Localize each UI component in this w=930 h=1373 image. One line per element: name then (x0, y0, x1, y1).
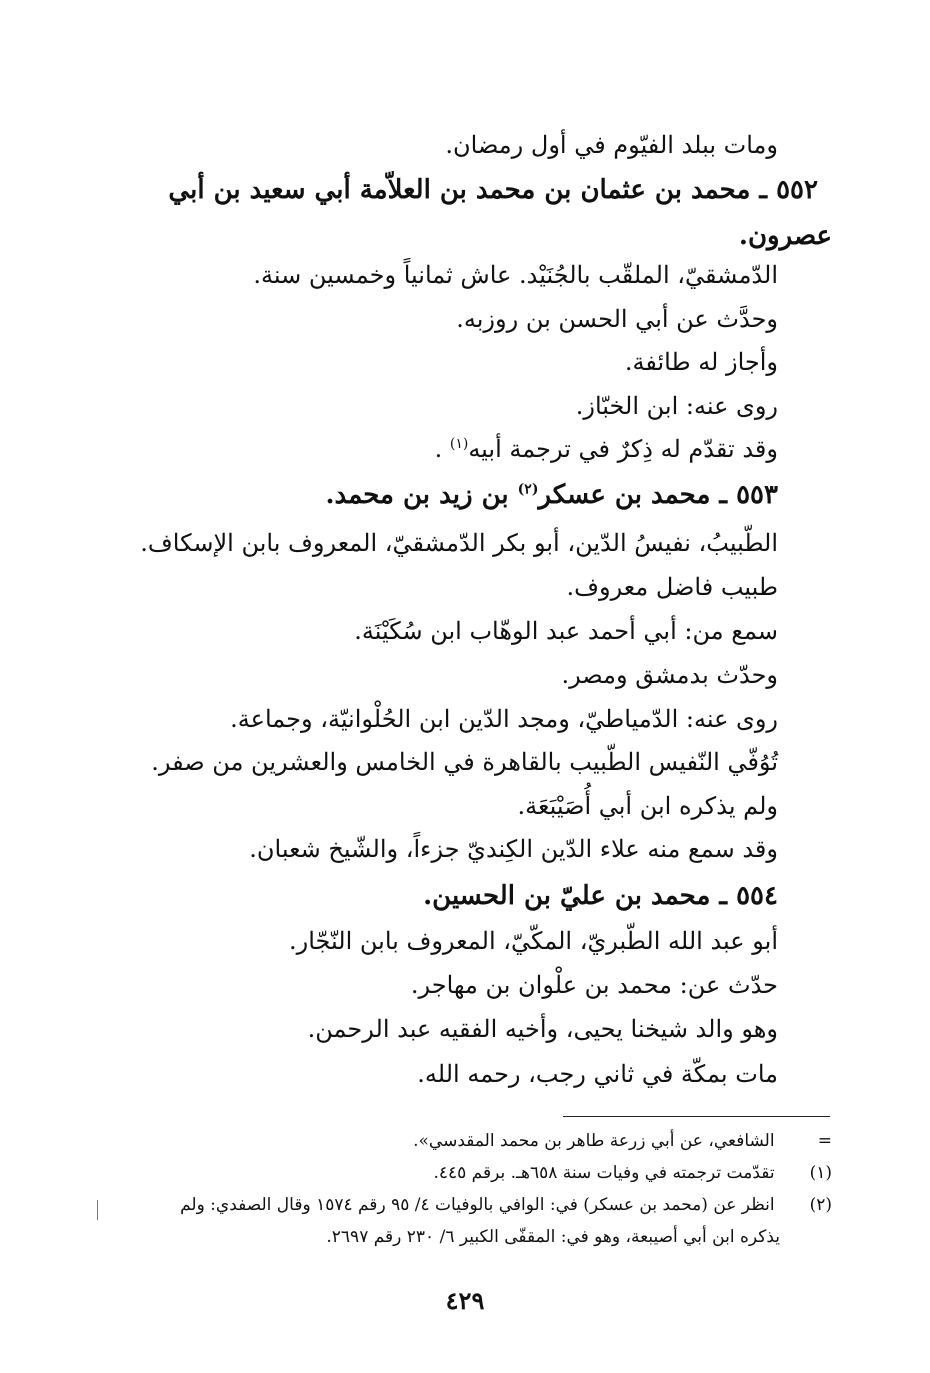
text-line: سمع من: أبي أحمد عبد الوهّاب ابن سُكَيْنَة. (354, 617, 778, 645)
text-line: ولم يذكره ابن أبي أُصَيْبَعَة. (517, 792, 778, 820)
footnote-2 (180, 1192, 832, 1218)
text-line: وقد سمع منه علاء الدّين الكِنديّ جزءاً، والشّيخ شعبان. (249, 835, 778, 863)
heading-text: بن زيد بن محمد. (325, 480, 509, 510)
footnote-marker: (٢) (809, 1195, 832, 1215)
text-line: وهو والد شيخنا يحيى، وأخيه الفقيه عبد الرحمن. (307, 1015, 778, 1043)
line-text: . (434, 435, 443, 463)
footnote-text: انظر عن (محمد بن عسكر) في: الوافي بالوفيات ٤/ ٩٥ رقم ١٥٧٤ وقال الصفدي: ولم (180, 1195, 775, 1215)
heading-text: ٥٥٣ ـ محمد بن عسكر (538, 480, 778, 510)
text-line: مات بمكّة في ثاني رجب، رحمه الله. (417, 1060, 778, 1088)
text-line: طبيب فاضل معروف. (566, 573, 778, 601)
text-line: الطّبيبُ، نفيسُ الدّين، أبو بكر الدّمشقيّ، المعروف بابن الإسكاف. (140, 529, 778, 557)
text-line: حدّث عن: محمد بن علْوان بن مهاجر. (410, 971, 778, 999)
entry-554-heading: ٥٥٤ ـ محمد بن عليّ بن الحسين. (423, 881, 778, 911)
line-text: وقد تقدّم له ذِكرٌ في ترجمة أبيه (468, 435, 778, 463)
footnote-ref: (٢) (517, 481, 539, 498)
text-line: تُوُفّي النّفيس الطّبيب بالقاهرة في الخامس والعشرين من صفر. (151, 748, 778, 776)
footnote-separator (563, 1116, 830, 1117)
page-number: ٤٢٩ (445, 1286, 485, 1315)
entry-552-heading: ٥٥٢ ـ محمد بن عثمان بن محمد بن العلاّمة أبي سعيد بن أبي (168, 175, 818, 205)
entry-552-heading-cont: عصرون. (738, 221, 832, 251)
footnote-1 (433, 1160, 832, 1186)
text-line: روى عنه: الدّمياطيّ، ومجد الدّين ابن الحُلْوانيّة، وجماعة. (230, 705, 778, 733)
footnote-marker: (١) (809, 1163, 832, 1183)
text-line: الدّمشقيّ، الملقّب بالجُنَيْد. عاش ثمانياً وخمسين سنة. (253, 261, 778, 289)
footnote-text: الشافعي، عن أبي زرعة طاهر بن محمد المقدسي». (413, 1131, 775, 1151)
margin-mark (97, 1200, 98, 1220)
text-line (435, 432, 778, 466)
text-line: ومات ببلد الفيّوم في أول رمضان. (445, 131, 778, 159)
text-line: وحدَّث عن أبي الحسن بن روزبه. (456, 305, 778, 333)
footnote-continued (413, 1128, 832, 1154)
footnote-marker: = (817, 1131, 832, 1151)
text-line: روى عنه: ابن الخبّاز. (575, 392, 778, 420)
footnote-text: تقدّمت ترجمته في وفيات سنة ٦٥٨هـ. برقم ٤٤٥. (433, 1163, 775, 1183)
text-line: وأجاز له طائفة. (624, 348, 778, 376)
text-line: أبو عبد الله الطّبريّ، المكّيّ، المعروف بابن النّجّار. (289, 927, 778, 955)
text-line: وحدّث بدمشق ومصر. (561, 661, 778, 689)
footnote-ref: (١) (449, 436, 469, 452)
entry-553-heading (326, 478, 779, 512)
footnote-2-cont: يذكره ابن أبي أصيبعة، وهو في: المقفّى الكبير ٦/ ٢٣٠ رقم ٢٦٩٧. (326, 1227, 780, 1247)
